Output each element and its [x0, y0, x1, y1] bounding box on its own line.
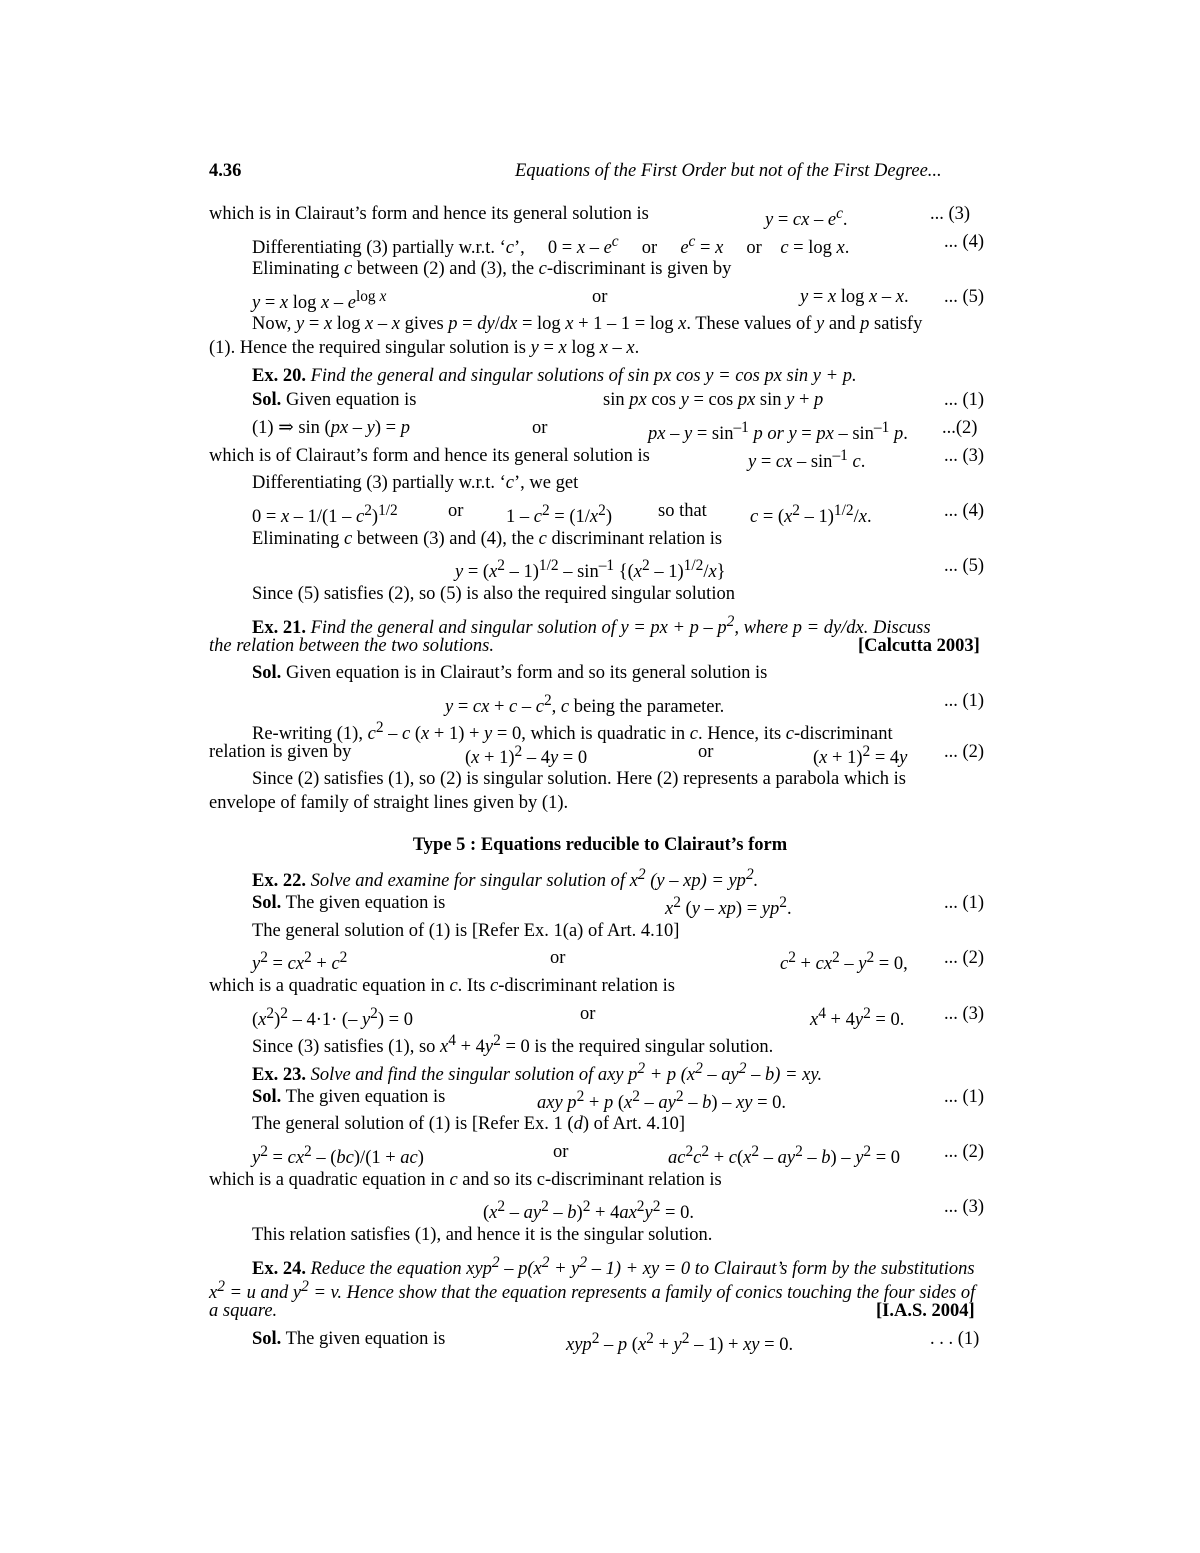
text-line: ...(2)	[942, 418, 978, 438]
text-line: px – $y = \sin^{-1} p$ or y = px – $\sin^{-1} p$.	[648, 419, 908, 445]
text-line: Sol. The given equation is	[252, 1087, 446, 1107]
text-line: ... (1)	[944, 390, 985, 410]
section-heading: Type 5 : Equations reducible to Clairaut’s form	[412, 835, 788, 855]
text-line: axy $p^2 + p$ $(x^2 - ay^2 - b)$ – xy = 0.	[537, 1088, 787, 1114]
text-line: xyp$^2$ – p $(x^2 + y^2 - 1)$ + xy = 0.	[566, 1330, 794, 1356]
text-line: or	[553, 1142, 569, 1162]
text-line: or	[592, 287, 608, 307]
text-line: ... (5)	[944, 556, 985, 576]
page-number: 4.36	[209, 161, 242, 181]
text-line: $x^2 = u$ and $y^2 = v$. Hence show that the equation represents a family of conics touching the four sides of	[209, 1278, 976, 1304]
text-line: $ac^2c^2 + c(x^2 - ay^2 - b) - y^2 = 0$	[668, 1143, 901, 1169]
text-line: Differentiating (3) partially w.r.t. ‘c’, we get	[252, 473, 579, 493]
text-line: $1 - c^2 = (1/x^2)$	[506, 502, 612, 528]
text-line: or	[532, 418, 548, 438]
text-line: y = cx – $e^c$.	[765, 205, 848, 231]
text-line: $(x + 1)^2 - 4y = 0$	[465, 743, 588, 769]
text-line: Sol. The given equation is	[252, 893, 446, 913]
text-line: Ex. 22. Solve and examine for singular solution of $x^2$ $(y - xp) = yp^2$.	[252, 866, 759, 892]
text-line: or	[550, 948, 566, 968]
text-line: $c = (x^2 - 1)^{1/2}/x$.	[750, 502, 872, 528]
text-line: $(x + 1)^2 = 4y$	[813, 743, 908, 769]
text-line: ... (4)	[944, 501, 985, 521]
text-line: Re-writing (1), $c^2$ – c (x + 1) + y = 0, which is quadratic in c. Hence, its c-discriminant	[252, 719, 893, 745]
text-line: $y = (x^2 - 1)^{1/2} - \sin^{-1} \{(x^2 - 1)^{1/2}/x\}$	[455, 557, 726, 583]
text-line: ... (1)	[944, 893, 985, 913]
text-line: the relation between the two solutions.	[209, 636, 495, 656]
text-line: The general solution of (1) is [Refer Ex. 1(a) of Art. 4.10]	[252, 921, 680, 941]
text-line: Ex. 23. Solve and find the singular solution of axy $p^2 + p$ $(x^2 - ay^2 - b)$ = xy.	[252, 1060, 823, 1086]
text-line: $(x^2)^2 - 4\cdot 1\cdot$ (– $y^2) = 0$	[252, 1005, 413, 1031]
text-line: Since (2) satisfies (1), so (2) is singular solution. Here (2) represents a parabola which is	[252, 769, 907, 789]
text-line: or	[580, 1004, 596, 1024]
text-line: Eliminating c between (3) and (4), the c discriminant relation is	[252, 529, 723, 549]
text-line: ... (2)	[944, 1142, 985, 1162]
text-line: Now, y = x log x – x gives p = dy/dx = log x + 1 – 1 = log x. These values of y and p satisfy	[252, 314, 923, 334]
text-line: Sol. The given equation is	[252, 1329, 446, 1349]
text-line: ... (5)	[944, 287, 985, 307]
text-line: [I.A.S. 2004]	[876, 1301, 975, 1321]
text-line: (1) ⇒ sin (px – y) = p	[252, 418, 410, 438]
text-line: which is in Clairaut’s form and hence its general solution is	[209, 204, 649, 224]
text-line: ... (3)	[944, 1004, 985, 1024]
text-line: y = x log x – $e^{log x}$	[252, 288, 387, 314]
text-line: (1). Hence the required singular solution is y = x log x – x.	[209, 338, 640, 358]
text-line: $0 = x - 1/(1 - c^2)^{1/2}$	[252, 502, 398, 528]
text-line: $c^2 + cx^2 - y^2 = 0$,	[780, 949, 908, 975]
text-line: Ex. 20. Find the general and singular solutions of sin px cos y = cos px sin y + p.	[252, 366, 857, 386]
text-line: ... (2)	[944, 948, 985, 968]
text-line: ... (3)	[944, 1197, 985, 1217]
text-line: y = cx – $\sin^{-1} c$.	[748, 447, 866, 473]
text-line: which is of Clairaut’s form and hence its general solution is	[209, 446, 650, 466]
text-line: ... (3)	[930, 204, 971, 224]
text-line: Ex. 24. Reduce the equation $xyp^2 - p(x^2 + y^2 - 1)$ + xy = 0 to Clairaut’s form by the substitutions	[252, 1254, 975, 1280]
text-line: $x^4 + 4y^2 = 0$.	[810, 1005, 905, 1031]
text-line: . . . (1)	[930, 1329, 980, 1349]
running-title: Equations of the First Order but not of the First Degree...	[515, 161, 942, 181]
text-line: The general solution of (1) is [Refer Ex. 1 (d) of Art. 4.10]	[252, 1114, 686, 1134]
text-line: ... (1)	[944, 691, 985, 711]
text-line: Differentiating (3) partially w.r.t. ‘c’, $0 = x - e^c$ or $e^c = x$ or c = log x.	[252, 233, 850, 259]
text-line: Ex. 21. Find the general and singular solution of y = px + p – $p^2$, where p = dy/dx. Discuss	[252, 613, 931, 639]
text-line: Since (5) satisfies (2), so (5) is also the required singular solution	[252, 584, 735, 604]
text-line: sin px cos y = cos px sin y + p	[603, 390, 824, 410]
text-line: y = x log x – x.	[800, 287, 909, 307]
text-line: $(x^2 - ay^2 - b)^2 + 4ax^2y^2 = 0$.	[483, 1198, 694, 1224]
text-line: $y^2 = cx^2 - (bc)/(1 + ac)$	[252, 1143, 424, 1169]
text-line: relation is given by	[209, 742, 352, 762]
text-line: or	[448, 501, 464, 521]
text-line: This relation satisfies (1), and hence it is the singular solution.	[252, 1225, 713, 1245]
text-line: Sol. Given equation is	[252, 390, 417, 410]
text-line: envelope of family of straight lines given by (1).	[209, 793, 569, 813]
text-line: ... (4)	[944, 232, 985, 252]
text-line: ... (3)	[944, 446, 985, 466]
text-line: $x^2$ $(y - xp) = yp^2$.	[665, 894, 792, 920]
text-line: [Calcutta 2003]	[858, 636, 980, 656]
text-line: Eliminating c between (2) and (3), the c-discriminant is given by	[252, 259, 732, 279]
text-line: so that	[658, 501, 707, 521]
text-line: $y^2 = cx^2 + c^2$	[252, 949, 348, 975]
text-line: which is a quadratic equation in c. Its c-discriminant relation is	[209, 976, 675, 996]
text-line: Since (3) satisfies (1), so $x^4 + 4y^2 = 0$ is the required singular solution.	[252, 1032, 774, 1058]
text-line: y = cx + c – $c^2$, c being the parameter.	[445, 692, 725, 718]
text-line: Sol. Given equation is in Clairaut’s form and so its general solution is	[252, 663, 768, 683]
text-line: which is a quadratic equation in c and so its c-discriminant relation is	[209, 1170, 722, 1190]
text-line: a square.	[209, 1301, 278, 1321]
text-line: or	[698, 742, 714, 762]
text-line: ... (1)	[944, 1087, 985, 1107]
text-line: ... (2)	[944, 742, 985, 762]
